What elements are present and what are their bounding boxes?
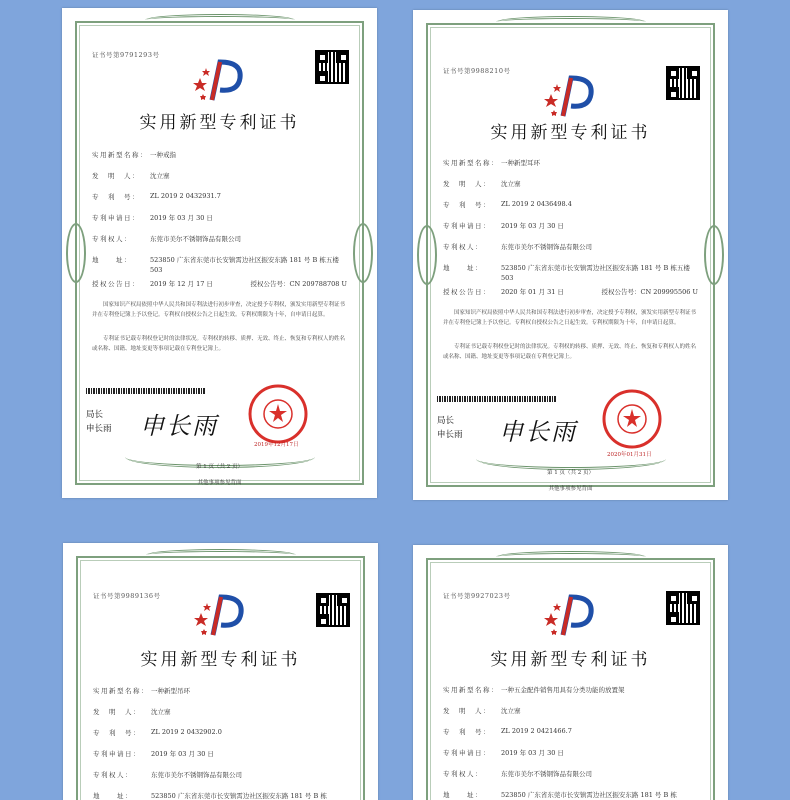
certificate-fields: [443, 158, 698, 308]
top-ornament: [496, 16, 646, 28]
certificate-fields: [443, 685, 698, 800]
director-block: [86, 408, 112, 437]
top-ornament: [496, 551, 646, 563]
certificate-fields: [92, 150, 347, 300]
director-title: 局长: [437, 416, 455, 426]
top-ornament: [145, 14, 295, 26]
field-row-patentee: 专利权人： 东莞市美尔不锈钢饰品有限公司: [93, 771, 242, 779]
right-ornament: [353, 223, 373, 283]
patent-certificate-3: [63, 543, 378, 800]
certificate-number: 证书号第9988210号: [443, 67, 511, 75]
field-row-patent-number: 专 利 号： ZL 2019 2 0421466.7: [443, 727, 572, 736]
patent-certificate-2: 证书号第9988210号 实用新型专利证书 实用新型名称： 一种新型耳环 发 明 人： 沈立寨 专 利 号： ZL 2019 2 0436498.4 专利申请日： 2019 年 03 月 30 日 专利权人： 东莞市美尔不锈钢饰品有限公司 地 址： 523850 广东省东莞市长安镇霄边社区振安东路 181 号 B 栋五楼 503 授权公告日： 2020 年 01 月 31 日 授权公告号：CN 209995506 U 国家知识产权局依照中华人民共和国专利法进行初步审查，决定授予专利权，颁发实用新型专利证书并在专利登记簿上予以登记。专利权自授权公告之日起生效。专利权期限为十年，自申请日起算。 专利证书记载专利权登记时的法律状况。专利权的转移、质押、无效、终止、恢复和专利权人的姓名或名称、国籍、地址变更等事项记载在专利登记簿上。 局长 申长雨 申长雨 2020年01月31日 第 1 页（共 2 页） 其他事项参见背面: [413, 10, 728, 500]
certificate-title: 实用新型专利证书: [139, 113, 300, 133]
director-block: [437, 414, 463, 443]
grant-paragraph: 国家知识产权局依照中华人民共和国专利法进行初步审查，决定授予专利权，颁发实用新型专利证书并在专利登记簿上予以登记。专利权自授权公告之日起生效。专利权期限为十年，自申请日起算。: [443, 310, 697, 327]
director-name: 申长雨: [86, 424, 112, 435]
cnipa-logo: [541, 72, 601, 122]
certificate-fields: [93, 686, 348, 800]
certificate-title: 实用新型专利证书: [490, 123, 651, 143]
field-row-patent-number: 专 利 号： ZL 2019 2 0432902.0: [93, 728, 222, 737]
patent-certificate-4: [413, 545, 728, 800]
field-row-inventor: 发 明 人： 沈立寨: [443, 707, 521, 715]
official-seal: [247, 383, 309, 445]
director-title: 局长: [86, 410, 104, 420]
field-row-address: 地 址： 523850 广东省东莞市长安镇霄边社区振安东路 181 号 B 栋五楼 503: [443, 264, 690, 283]
field-row-address: 地 址： 523850 广东省东莞市长安镇霄边社区振安东路 181 号 B 栋: [443, 791, 677, 799]
certificate-number: 证书号第9791293号: [92, 51, 160, 59]
field-row-filing-date: 专利申请日： 2019 年 03 月 30 日: [443, 222, 564, 230]
certificate-title: 实用新型专利证书: [140, 650, 301, 670]
field-row-filing-date: 专利申请日： 2019 年 03 月 30 日: [92, 214, 213, 222]
field-row-filing-date: 专利申请日： 2019 年 03 月 30 日: [443, 749, 564, 757]
footnote: 其他事项参见背面: [197, 480, 242, 486]
footnote: 其他事项参见背面: [548, 486, 593, 492]
barcode: [437, 396, 557, 402]
field-row-name: 实用新型名称： 一种新型耳环: [443, 159, 540, 167]
director-name: 申长雨: [437, 430, 463, 441]
field-row-patentee: 专利权人： 东莞市美尔不锈钢饰品有限公司: [443, 243, 592, 251]
field-row-patent-number: 专 利 号： ZL 2019 2 0432931.7: [92, 192, 221, 201]
field-row-inventor: 发 明 人： 沈立寨: [93, 708, 171, 716]
qr-code: [316, 593, 350, 627]
left-ornament: [66, 223, 86, 283]
cnipa-logo: [190, 56, 250, 106]
certificate-title: 实用新型专利证书: [490, 650, 651, 670]
top-ornament: [146, 549, 296, 561]
field-row-patentee: 专利权人： 东莞市美尔不锈钢饰品有限公司: [443, 770, 592, 778]
field-row-patentee: 专利权人： 东莞市美尔不锈钢饰品有限公司: [92, 235, 241, 243]
grant-paragraph: 国家知识产权局依照中华人民共和国专利法进行初步审查，决定授予专利权，颁发实用新型专利证书并在专利登记簿上予以登记。专利权自授权公告之日起生效。专利权期限为十年，自申请日起算。: [92, 302, 346, 319]
field-row-name: 实用新型名称： 一种戒指: [92, 151, 176, 159]
field-row-name: 实用新型名称： 一种五金配件销售用具有分类功能的放置架: [443, 686, 625, 694]
legal-status-paragraph: 专利证书记载专利权登记时的法律状况。专利权的转移、质押、无效、终止、恢复和专利权人的姓名或名称、国籍、地址变更等事项记载在专利登记簿上。: [92, 336, 346, 353]
page-number: 第 1 页（共 2 页）: [196, 464, 243, 470]
field-row-grant-date: 授权公告日： 2019 年 12 月 17 日 授权公告号：CN 209788708 U: [92, 280, 347, 288]
field-row-inventor: 发 明 人： 沈立寨: [92, 172, 170, 180]
left-ornament: [417, 225, 437, 285]
official-seal: [601, 388, 663, 450]
page-number: 第 1 页（共 2 页）: [547, 470, 594, 476]
cnipa-logo: [541, 591, 601, 641]
barcode: [86, 388, 206, 394]
field-row-address: 地 址： 523850 广东省东莞市长安镇霄边社区振安东路 181 号 B 栋: [93, 792, 327, 800]
cnipa-logo: [191, 591, 251, 641]
certificate-number: 证书号第9989136号: [93, 592, 161, 600]
field-row-address: 地 址： 523850 广东省东莞市长安镇霄边社区振安东路 181 号 B 栋五楼 503: [92, 256, 339, 275]
field-row-grant-date: 授权公告日： 2020 年 01 月 31 日 授权公告号：CN 209995506 U: [443, 288, 698, 296]
right-ornament: [704, 225, 724, 285]
field-row-name: 实用新型名称： 一种新型吊环: [93, 687, 190, 695]
qr-code: [315, 50, 349, 84]
field-row-inventor: 发 明 人： 沈立寨: [443, 180, 521, 188]
patent-certificate-1: 证书号第9791293号 实用新型专利证书 实用新型名称： 一种戒指 发 明 人： 沈立寨 专 利 号： ZL 2019 2 0432931.7 专利申请日： 2019 年 03 月 30 日 专利权人： 东莞市美尔不锈钢饰品有限公司 地 址： 523850 广东省东莞市长安镇霄边社区振安东路 181 号 B 栋五楼 503 授权公告日： 2019 年 12 月 17 日 授权公告号：CN 209788708 U 国家知识产权局依照中华人民共和国专利法进行初步审查，决定授予专利权，颁发实用新型专利证书并在专利登记簿上予以登记。专利权自授权公告之日起生效。专利权期限为十年，自申请日起算。 专利证书记载专利权登记时的法律状况。专利权的转移、质押、无效、终止、恢复和专利权人的姓名或名称、国籍、地址变更等事项记载在专利登记簿上。 局长 申长雨 申长雨 2019年12月17日 第 1 页（共 2 页） 其他事项参见背面: [62, 8, 377, 498]
director-signature: 申长雨: [140, 412, 218, 440]
qr-code: [666, 591, 700, 625]
qr-code: [666, 66, 700, 100]
field-row-patent-number: 专 利 号： ZL 2019 2 0436498.4: [443, 200, 572, 209]
field-row-filing-date: 专利申请日： 2019 年 03 月 30 日: [93, 750, 214, 758]
legal-status-paragraph: 专利证书记载专利权登记时的法律状况。专利权的转移、质押、无效、终止、恢复和专利权人的姓名或名称、国籍、地址变更等事项记载在专利登记簿上。: [443, 344, 697, 361]
certificate-number: 证书号第9927023号: [443, 592, 511, 600]
director-signature: 申长雨: [499, 418, 577, 446]
